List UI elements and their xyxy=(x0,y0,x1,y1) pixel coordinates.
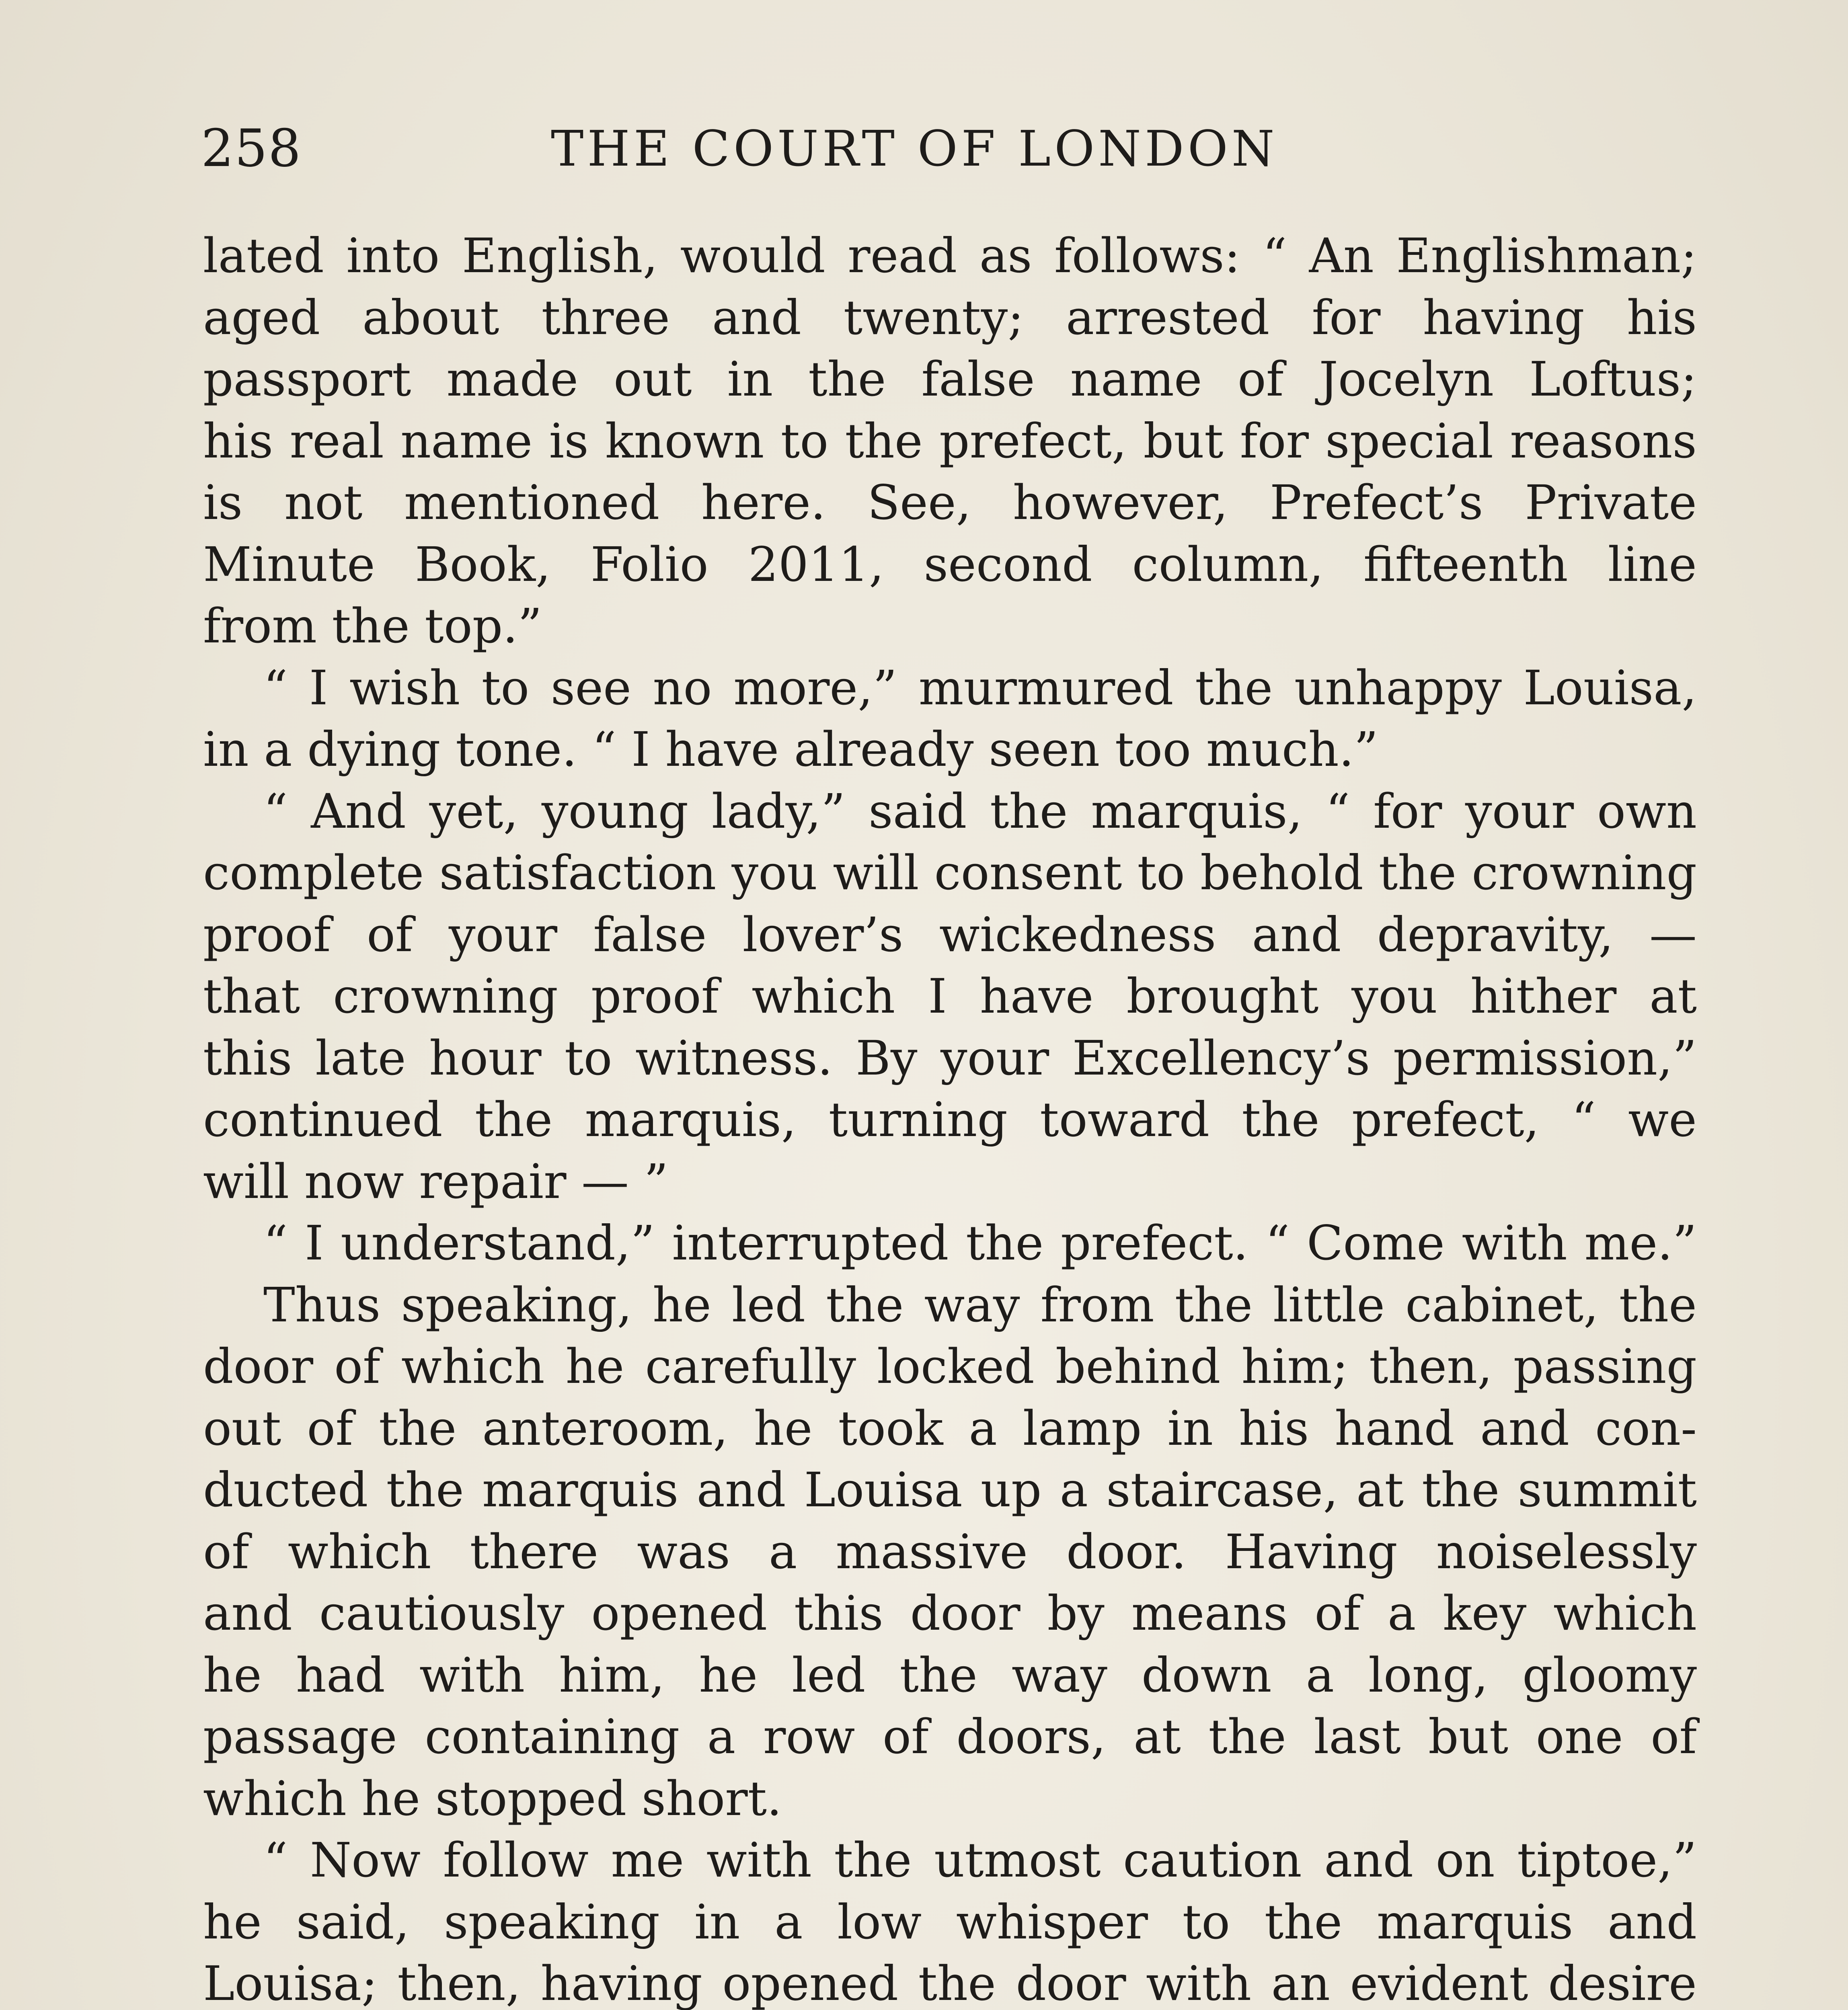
text-line: he said, speaking in a low whisper to the marquis and xyxy=(203,1894,1697,1950)
text-line: that crowning proof which I have brought you hither at xyxy=(203,968,1697,1024)
text-line: “ I wish to see no more,” murmured the unhappy Louisa, xyxy=(263,660,1697,716)
text-line: Minute Book, Folio 2011, second column, fifteenth line xyxy=(203,536,1697,592)
text-line: “ And yet, young lady,” said the marquis, “ for your own xyxy=(263,783,1697,839)
running-head xyxy=(201,109,1745,189)
text-line: his real name is known to the prefect, but for special reasons xyxy=(203,413,1697,469)
running-title: THE COURT OF LONDON xyxy=(551,120,1278,177)
text-line: lated into English, would read as follows: “ An Englishman; xyxy=(203,228,1697,283)
text-line: in a dying tone. “ I have already seen too much.” xyxy=(203,722,1378,777)
text-line: Louisa; then, having opened the door with an evident desire xyxy=(203,1956,1697,2010)
text-line: from the top.” xyxy=(203,598,542,654)
text-line: door of which he carefully locked behind him; then, passing xyxy=(203,1339,1697,1394)
text-line: and cautiously opened this door by means of a key which xyxy=(203,1585,1697,1641)
page-number: 258 xyxy=(201,119,302,178)
text-line: complete satisfaction you will consent to behold the crowning xyxy=(203,845,1697,900)
text-line: of which there was a massive door. Having noiselessly xyxy=(203,1524,1697,1579)
text-line: passport made out in the false name of Jocelyn Loftus; xyxy=(203,351,1697,407)
text-line: passage containing a row of doors, at the last but one of xyxy=(203,1709,1697,1764)
text-line: “ Now follow me with the utmost caution and on tiptoe,” xyxy=(263,1832,1697,1888)
text-line: ducted the marquis and Louisa up a staircase, at the summit xyxy=(203,1462,1697,1518)
text-line: which he stopped short. xyxy=(203,1770,782,1826)
text-line: proof of your false lover’s wickedness and depravity, — xyxy=(203,907,1697,962)
text-line: “ I understand,” interrupted the prefect. “ Come with me.” xyxy=(263,1215,1697,1271)
text-line: is not mentioned here. See, however, Prefect’s Private xyxy=(203,475,1697,530)
text-line: continued the marquis, turning toward the prefect, “ we xyxy=(203,1092,1697,1147)
text-line: Thus speaking, he led the way from the little cabinet, the xyxy=(263,1277,1697,1333)
body-text xyxy=(203,225,1697,2010)
text-line: he had with him, he led the way down a long, gloomy xyxy=(203,1647,1697,1703)
text-line: aged about three and twenty; arrested for having his xyxy=(203,289,1697,345)
text-line: out of the anteroom, he took a lamp in his hand and con- xyxy=(203,1400,1697,1456)
text-line: will now repair — ” xyxy=(203,1153,668,1209)
text-line: this late hour to witness. By your Excellency’s permission,” xyxy=(203,1030,1697,1086)
